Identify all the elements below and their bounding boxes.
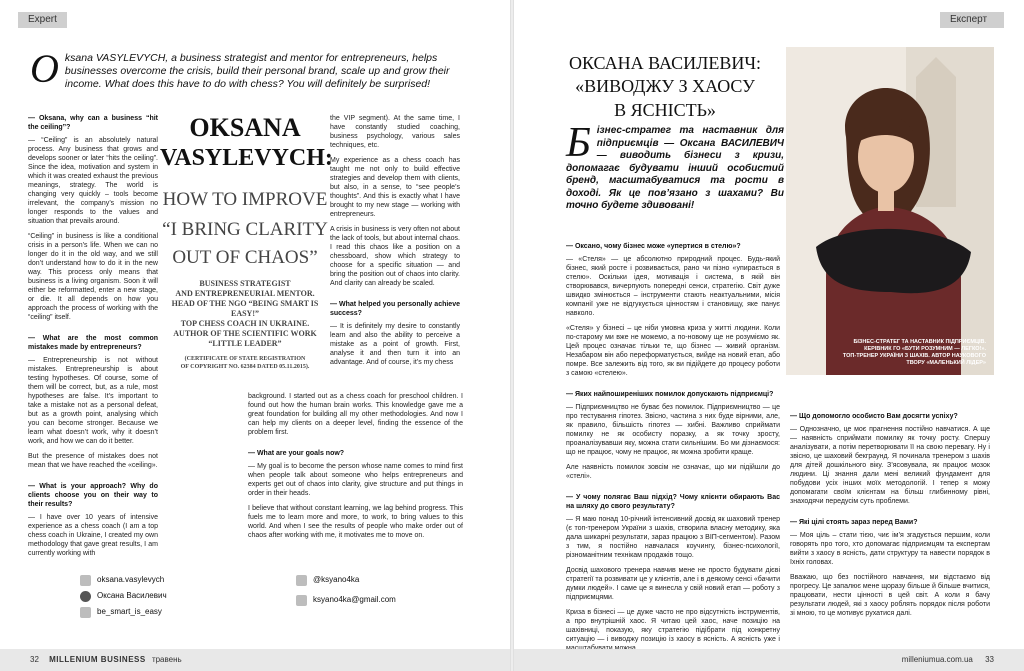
paragraph: — “Ceiling” is an absolutely natural process. Any business that grows and develops sooner or later “hits the ceiling”. Since the idea, motivation and system in which it was created exhaust the previous meanings, strategy. The world is changing very quickly – tools become irrelevant, the company’s mission no longer responds to the values and situation that prevails around.	[28, 137, 158, 225]
paragraph: My experience as a chess coach has taught me not only to build effective strategies and develop them with clients, but also, in a sense, to “see people’s thoughts”. And this is exactly what I have brought to my new stage — working with entrepreneurs.	[330, 157, 460, 218]
headline-name: OKSANA	[189, 113, 301, 142]
question-heading: — What are the most common mistakes made by entrepreneurs?	[28, 335, 158, 351]
page-number: 33	[985, 655, 994, 664]
bio-block	[160, 279, 330, 349]
site-url[interactable]: milleniumua.com.ua	[901, 655, 973, 664]
portrait-illustration	[786, 47, 994, 375]
social-link[interactable]: @ksyano4ka	[296, 572, 396, 588]
social-link[interactable]: ksyano4ka@gmail.com	[296, 592, 396, 608]
headline-ua	[560, 52, 770, 122]
text-line: ТОП-ТРЕНЕР УКРАЇНИ З ШАХІВ. АВТОР НАУКОВОГО	[842, 353, 986, 359]
text-line: BUSINESS STRATEGIST	[199, 279, 291, 288]
headline-name: VASYLEVYCH:	[160, 145, 333, 171]
headline-line: “I BRING CLARITY	[162, 219, 328, 240]
question-heading: — Яких найпоширеніших помилок допускають підприємці?	[566, 391, 774, 398]
bio-note	[160, 355, 330, 371]
title-line: ОКСАНА ВАСИЛЕВИЧ:	[568, 53, 762, 73]
question-heading: — У чому полягає Ваш підхід? Чому клієнти обирають Вас на шляху до свого результату?	[566, 494, 780, 510]
email-icon	[296, 595, 307, 606]
text-line: TOP CHESS COACH IN UKRAINE.	[180, 319, 310, 328]
social-links-left	[80, 572, 167, 620]
paragraph: the VIP segment). At the same time, I have constantly studied coaching, business psychology, various sales techniques, etc.	[330, 115, 460, 149]
text-line: КЕРІВНИК ГО «БУТИ РОЗУМНИМ — ЛЕГКО!».	[864, 346, 986, 352]
paragraph: I believe that without constant learning, we lag behind progress. This fuels me to learn more and more, to work, to bring values to this world. And when I see the results of people who make order out of chaos after working with me, it motivates me to move on.	[248, 505, 463, 539]
title-line: В ЯСНІСТЬ»	[614, 100, 716, 120]
article-column-1	[28, 114, 158, 564]
paragraph: — Однозначно, це моє прагнення постійно навчатися. А ще — наявність сприймати помилку як точку росту. Спершу аналізувати, а потім перетворювати її на свою перевагу. Ну і звісно, це шаховий бекграунд. Я починала тренером з шахів для дітей дошкільного віку. З’ясовувала, як працює мозок людини. Ці знання дали мені великий фундамент для побудови усіх інших моїх методологій. І тепер я можу допомагати своїм клієнтам на більш глибинному рівні, знаходячи передусім суть проблеми.	[790, 426, 990, 505]
paragraph: But the presence of mistakes does not mean that we have reached the «ceiling».	[28, 453, 158, 469]
photo-caption	[806, 339, 986, 367]
social-links-right	[296, 572, 396, 608]
intro-text: ізнес-стратег та наставник для підприємців — Оксана ВАСИЛЕВИЧ — виводить бізнеси з кризи, допомагає будувати інший особистий бренд, масштабуватися та рости в доході. Як це пов’язано з шахами? Ви точно будете здивовані!	[566, 125, 784, 211]
question-heading: — Oksana, why can a business “hit the ceiling”?	[28, 115, 158, 131]
paragraph: A crisis in business is very often not about the lack of tools, but about internal chaos. I read this chaos like a position on a chessboard, show which strategy to choose for a specific situation — and bring the position out of chaos into clarity. And clarity can already be scaled.	[330, 226, 460, 287]
paragraph: background. I started out as a chess coach for preschool children. I found out how the human brain works. This knowledge gave me a great foundation for building all my other methodologies. And now I can help my clients on a deeper level, finding the essence of the problem first.	[248, 393, 463, 436]
dropcap: O	[30, 46, 59, 91]
question-heading: — What are your goals now?	[248, 450, 345, 457]
article-column-3	[330, 114, 460, 373]
portrait-photo	[786, 47, 994, 375]
question-heading: — What helped you personally achieve success?	[330, 301, 460, 317]
text-line: БІЗНЕС-СТРАТЕГ ТА НАСТАВНИК ПІДПРИЄМЦІВ.	[853, 339, 986, 345]
headline-line: HOW TO IMPROVE	[162, 189, 328, 210]
social-link[interactable]: oksana.vasylevych	[80, 572, 167, 588]
paragraph: Але наявність помилок зовсім не означає, що ми підійшли до «стелі».	[566, 464, 780, 480]
paragraph: — Entrepreneurship is not without mistakes. Entrepreneurship is about testing hypotheses. Of course, some of them will be correct, but, as a rule, most hypotheses are false. It’s important to take a mistake not as a personal defeat, but as a growth point, analysing which you can become stronger. Because we learn what doesn’t work, why it doesn’t work, and how we can do it better.	[28, 357, 158, 445]
text-line: AND ENTREPRENEURIAL MENTOR.	[175, 289, 315, 298]
social-link[interactable]: Оксана Василевич	[80, 588, 167, 604]
dropcap: Б	[566, 120, 591, 166]
text-line: (CERTIFICATE OF STATE REGISTRATION	[184, 356, 306, 362]
question-heading: — Що допомогло особисто Вам досягти успіху?	[790, 413, 958, 420]
magazine-brand: MILLENIUM BUSINESS	[49, 655, 146, 664]
text-line: HEAD OF THE NGO “BEING SMART IS	[171, 299, 319, 308]
title-line: «ВИВОДЖУ З ХАОСУ	[575, 76, 755, 96]
text-line: AUTHOR OF THE SCIENTIFIC WORK	[173, 329, 317, 338]
paragraph: “Ceiling” in business is like a conditional crisis in a person’s life. When we can no longer do it in the old way, and we still don’t understand how to do it in the new way. This process only means that business is a living organism. Soon it will either be reformatted, enter a new stage, or die. It all depends on how you approach the process of working with the “ceiling” itself.	[28, 233, 158, 321]
headline-line: OUT OF CHAOS”	[172, 247, 318, 268]
section-tab-right: Експерт	[940, 12, 1004, 28]
paragraph: — Моя ціль – стати тією, чиє ім’я згадується першим, коли говорять про того, хто допомагає підприємцям та експертам вийти з хаосу в ясність, дати структуру та навести порядок в їхніх головах.	[790, 532, 990, 566]
paragraph: — My goal is to become the person whose name comes to mind first when people talk about someone who helps entrepreneurs and experts get out of chaos into clarity, give structure and put things in order in their heads.	[248, 463, 463, 497]
paragraph: Досвід шахового тренера навчив мене не просто будувати дієві стратегії та розвивати це у клієнтів, але і в деякому сенсі «бачити думки людей». І саме це я винесла у свій новий етап — роботу з підприємцями.	[566, 567, 780, 601]
paragraph: — Я маю понад 10-річний інтенсивний досвід як шаховий тренер (є топ-тренером України з шахів, створила власну методику, яка дала шикарні результати, зараз працюю з ВІП-сегментом). Разом з тим, я постійно навчалася коучингу, бізнес-психології, різноманітним технікам продажів тощо.	[566, 516, 780, 559]
paragraph: «Стеля» у бізнесі – це ніби умовна криза у житті людини. Коли по-старому ми вже не можемо, а по-новому ще не розуміємо як. Цей процес означає тільки те, що бізнес — живий організм. Незабаром він або переформатується, вийде на новий етап, або помре. Все залежить від того, як ви підійдете до процесу роботи з самою «стелею».	[566, 325, 780, 377]
issue-month: травень	[151, 655, 182, 664]
paragraph: — «Стеля» — це абсолютно природний процес. Будь-який бізнес, який росте і розвивається, рано чи пізно «упирається в стелю». Оскільки ідея, мотивація і система, в якій він створювався, вичерпують попередні сенси, стратегію. Світ дуже швидко змінюється – інструменти стають неактуальними, місія компанії уже не відгукується цінностям і становищу, яке панує навколо.	[566, 256, 780, 317]
paragraph: Вважаю, що без постійного навчання, ми відстаємо від прогресу. Це запалює мене щоразу більше й більше вчитися, працювати, нести цінності в цей світ. А коли я бачу результати людей, які з хаосу роблять порядок після роботи зі мною, то це мотивує рухатися далі.	[790, 574, 990, 617]
paragraph: — I have over 10 years of intensive experience as a chess coach (I am a top chess coach in Ukraine, I created my own methodology that gave great results, I am currently working with	[28, 514, 158, 557]
text-line: ТВОРУ «МАЛЕНЬКИЙ ЛІДЕР»	[906, 360, 986, 366]
article-column-ua-1	[566, 242, 780, 659]
intro-ua	[566, 120, 784, 213]
facebook-icon	[80, 591, 91, 602]
page-gutter	[510, 0, 514, 671]
article-column-ua-2	[790, 412, 990, 624]
question-heading: — Оксано, чому бізнес може «упертися в стелю»?	[566, 243, 741, 250]
telegram-icon	[296, 575, 307, 586]
footer-right	[514, 649, 1024, 671]
article-column-wide	[248, 392, 463, 546]
page-number: 32	[30, 655, 39, 664]
social-link[interactable]: be_smart_is_easy	[80, 604, 167, 620]
text-line: EASY!”	[230, 309, 259, 318]
text-line: OF COPYRIGHT NO. 62384 DATED 05.11.2015).	[180, 364, 310, 370]
paragraph: — It is definitely my desire to constantly learn and also the ability to perceive a mistake as a point of growth. First, analyse it and then turn it into an advantage. And of course, it’s my chess	[330, 323, 460, 366]
text-line: “LITTLE LEADER”	[208, 339, 282, 348]
instagram-icon	[80, 607, 91, 618]
intro-text: ksana VASYLEVYCH, a business strategist and mentor for entrepreneurs, helps businesses overcome the crisis, build their personal brand, scale up and grow their income. What does this have to do with chess? You will definitely be surprised!	[64, 52, 450, 90]
question-heading: — What is your approach? Why do clients choose you on their way to their results?	[28, 483, 158, 508]
intro-en	[30, 46, 470, 91]
footer-left	[0, 649, 510, 671]
paragraph: Криза в бізнесі — це дуже часто не про відсутність інструментів, а про внутрішній хаос. Я читаю цей хаос, наче позицію на шахівниці, показую, яку стратегію підібрати під конкретну ситуацію — і виводжу позицію із хаосу в ясність. А ясність уже і	[566, 609, 780, 643]
section-tab-left: Expert	[18, 12, 67, 28]
instagram-icon	[80, 575, 91, 586]
paragraph: — Підприємництво не буває без помилок. Підприємництво — це про тестування гіпотез. Звісно, частина з них буде вірними, але, як правило, більшість гіпотез — хибні. Важливо сприймати помилку не як особисту поразку, а як точку зросту, проаналізувавши яку, можна стати сильнішим. Бо ми дізнаємося: що не працює, чому не працює, як можна зробити краще.	[566, 404, 780, 456]
headline-en	[160, 113, 333, 371]
question-heading: — Які цілі стоять зараз перед Вами?	[790, 519, 918, 526]
